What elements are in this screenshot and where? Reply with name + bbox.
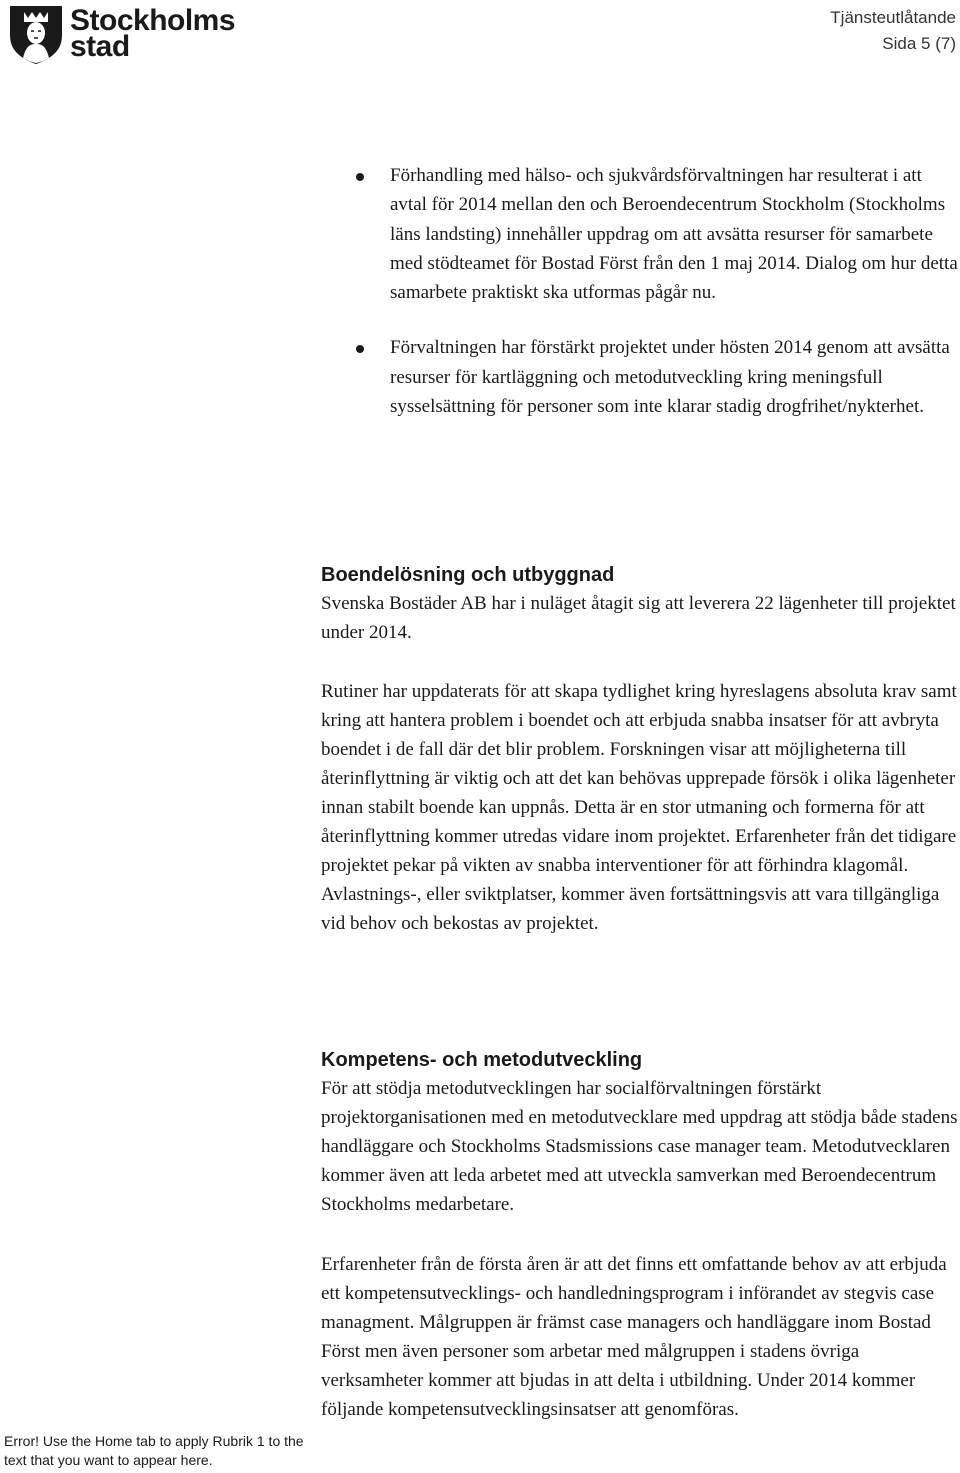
bullet-item: Förvaltningen har förstärkt projektet under hösten 2014 genom att avsätta resurser för kartläggning och metodutveckling kring meningsfull sysselsättning för personer som inte klarar stadig drogfrihet/nykterhet.: [390, 333, 960, 421]
section-competence: [321, 1046, 960, 1219]
logo-word-stad: stad: [70, 30, 130, 63]
section-housing-routines: [321, 677, 960, 938]
logo-word-stockholms: Stockholms: [70, 4, 236, 37]
paragraph: Rutiner har uppdaterats för att skapa tydlighet kring hyreslagens absoluta krav samt kring att hantera problem i boendet och att erbjuda snabba insatser för att avbryta boendet i de fall där det blir problem. Forskningen visar att möjligheterna till återinflyttning är viktig och att det kan behövas upprepade försök i olika lägenheter innan stabilt boende kan uppnås. Detta är en stor utmaning och formerna för att återinflyttning kommer utredas vidare inom projektet. Erfarenheter från det tidigare projektet pekar på vikten av snabba interventioner för att förhindra klagomål. Avlastnings-, eller sviktplatser, kommer även fortsättningsvis att vara tillgängliga vid behov och bekostas av projektet.: [321, 681, 957, 934]
section-heading: Boendelösning och utbyggnad: [321, 564, 615, 586]
document-type: Tjänsteutlåtande: [830, 8, 956, 27]
paragraph: För att stödja metodutvecklingen har socialförvaltningen förstärkt projektorganisationen med en metodutvecklare med uppdrag att stödja både stadens handläggare och Stockholms Stadsmissions case manager team. Metodutvecklaren kommer även att leda arbetet med att utveckla samverkan med Beroendecentrum Stockholms medarbetare.: [321, 1078, 958, 1215]
section-competence-experience: [321, 1250, 960, 1424]
paragraph: Svenska Bostäder AB har i nuläget åtagit sig att leverera 22 lägenheter till projektet under 2014.: [321, 593, 956, 643]
footer-note: Error! Use the Home tab to apply Rubrik 1 to the text that you want to appear here.: [4, 1433, 304, 1468]
page-number: Sida 5 (7): [882, 34, 956, 53]
stockholms-stad-logo: [6, 2, 246, 66]
section-heading: Kompetens- och metodutveckling: [321, 1049, 643, 1071]
crest-icon: [6, 2, 66, 66]
section-housing: [321, 561, 960, 647]
bullet-list: [390, 161, 960, 421]
bullet-item: Förhandling med hälso- och sjukvårdsförvaltningen har resulterat i att avtal för 2014 mellan den och Beroendecentrum Stockholm (Stockholms läns landsting) innehåller uppdrag om att avsätta resurser för samarbete med stödteamet för Bostad Först från den 1 maj 2014. Dialog om hur detta samarbete praktiskt ska utformas pågår nu.: [390, 161, 960, 307]
paragraph: Erfarenheter från de första åren är att det finns ett omfattande behov av att erbjuda ett kompetensutvecklings- och handledningsprogram i införandet av stegvis case managment. Målgruppen är främst case managers och handläggare inom Bostad Först men även personer som arbetar med målgruppen i stadens övriga verksamheter kommer att bjudas in att delta i utbildning. Under 2014 kommer följande kompetensutvecklingsinsatser att genomföras.: [321, 1254, 947, 1420]
